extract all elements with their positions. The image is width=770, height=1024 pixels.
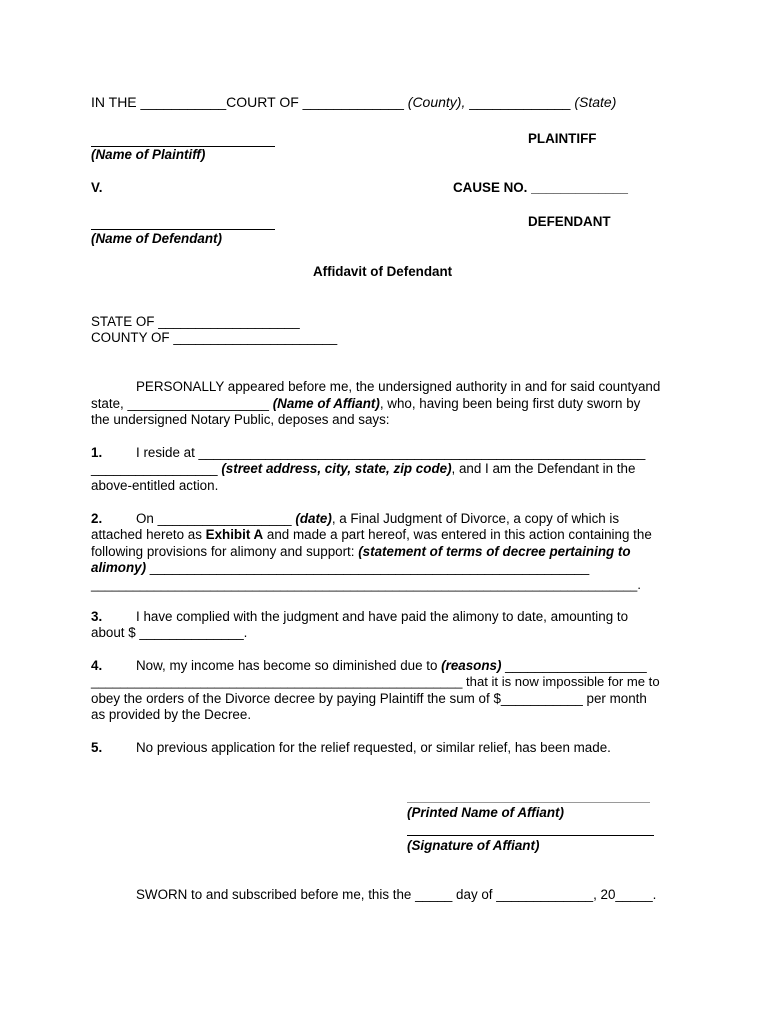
defendant-name-hint: (Name of Defendant) (91, 231, 222, 246)
county-label: (County), (407, 94, 466, 110)
item-2-line-5: ______________________________________________________________________________. (91, 578, 641, 592)
venue-county-line: COUNTY OF ______________________ (91, 330, 338, 345)
item-1-line-1: I reside at ____________________________________________________________ (136, 445, 646, 460)
date-hint: (date) (295, 511, 332, 526)
state-label: (State) (574, 94, 617, 110)
exhibit-label: Exhibit A (205, 527, 264, 542)
printed-name-hint: (Printed Name of Affiant) (407, 805, 564, 820)
item-1-line-3: above-entitled action. (91, 478, 219, 493)
item-2-number: 2. (91, 511, 103, 526)
affiant-name-hint: (Name of Affiant) (272, 396, 380, 411)
signature-hint: (Signature of Affiant) (407, 838, 540, 853)
item-2-line-3-start: following provisions for alimony and support: (91, 544, 359, 559)
item-5-line-1: No previous application for the relief requested, or similar relief, has been made. (136, 740, 611, 755)
item-4-line-1-start: Now, my income has become so diminished due to (136, 658, 442, 673)
item-4-line-4: as provided by the Decree. (91, 707, 252, 722)
item-2-line-3 (91, 544, 631, 561)
item-4-line-1 (136, 658, 647, 675)
versus-label: V. (91, 180, 103, 195)
defendant-label: DEFENDANT (528, 214, 611, 229)
item-3-number: 3. (91, 609, 103, 624)
item-4-number: 4. (91, 658, 103, 673)
intro-line-2-start: state, ___________________ (91, 396, 273, 411)
item-2-line-2-start: attached hereto as (91, 527, 206, 542)
item-3-line-2: about $ ______________. (91, 625, 248, 640)
item-4-line-2: ___________________________________________________ that it is now impossible for me to (91, 674, 660, 689)
state-blank: _____________ (465, 94, 575, 110)
intro-line-2 (91, 396, 640, 413)
document-title: Affidavit of Defendant (313, 264, 453, 279)
item-2-line-2 (91, 527, 652, 544)
court-line (91, 94, 616, 111)
terms-hint-a: (statement of terms of decree pertaining to (358, 544, 631, 559)
plaintiff-name-hint: (Name of Plaintiff) (91, 147, 206, 162)
item-2-line-1 (136, 511, 619, 528)
item-4-line-1-end: ___________________ (501, 658, 647, 673)
item-4-line-3: obey the orders of the Divorce decree by paying Plaintiff the sum of $___________ per month (91, 691, 647, 706)
intro-line-2-end: , who, having been being first duty sworn by (379, 396, 641, 411)
item-1-number: 1. (91, 445, 103, 460)
address-hint: (street address, city, state, zip code) (221, 461, 452, 476)
intro-line-1: PERSONALLY appeared before me, the undersigned authority in and for said countyand (136, 379, 661, 394)
printed-name-line[interactable] (407, 802, 650, 803)
defendant-name-line[interactable] (91, 229, 275, 230)
item-5-number: 5. (91, 740, 103, 755)
intro-line-3: the undersigned Notary Public, deposes and says: (91, 412, 390, 427)
item-2-line-1-start: On __________________ (136, 511, 296, 526)
reasons-hint: (reasons) (441, 658, 502, 673)
item-3-line-1: I have complied with the judgment and have paid the alimony to date, amounting to (136, 609, 629, 624)
item-2-line-2-end: and made a part hereof, was entered in this action containing the (263, 527, 652, 542)
jurat-line: SWORN to and subscribed before me, this the _____ day of _____________, 20_____. (136, 887, 657, 902)
item-1-line-2 (91, 461, 635, 478)
item-2-line-4-end: ___________________________________________________________ (146, 560, 590, 575)
venue-state-line: STATE OF ___________________ (91, 314, 300, 329)
plaintiff-label: PLAINTIFF (528, 131, 597, 146)
item-2-line-4 (91, 560, 589, 577)
court-line-text: IN THE ___________COURT OF _____________ (91, 94, 404, 110)
item-1-line-2-start: _________________ (91, 461, 222, 476)
cause-number: CAUSE NO. _____________ (453, 180, 628, 195)
item-2-line-1-end: , a Final Judgment of Divorce, a copy of which is (331, 511, 620, 526)
item-1-line-2-end: , and I am the Defendant in the (451, 461, 636, 476)
signature-line[interactable] (407, 835, 654, 836)
terms-hint-b: alimony) (91, 560, 147, 575)
